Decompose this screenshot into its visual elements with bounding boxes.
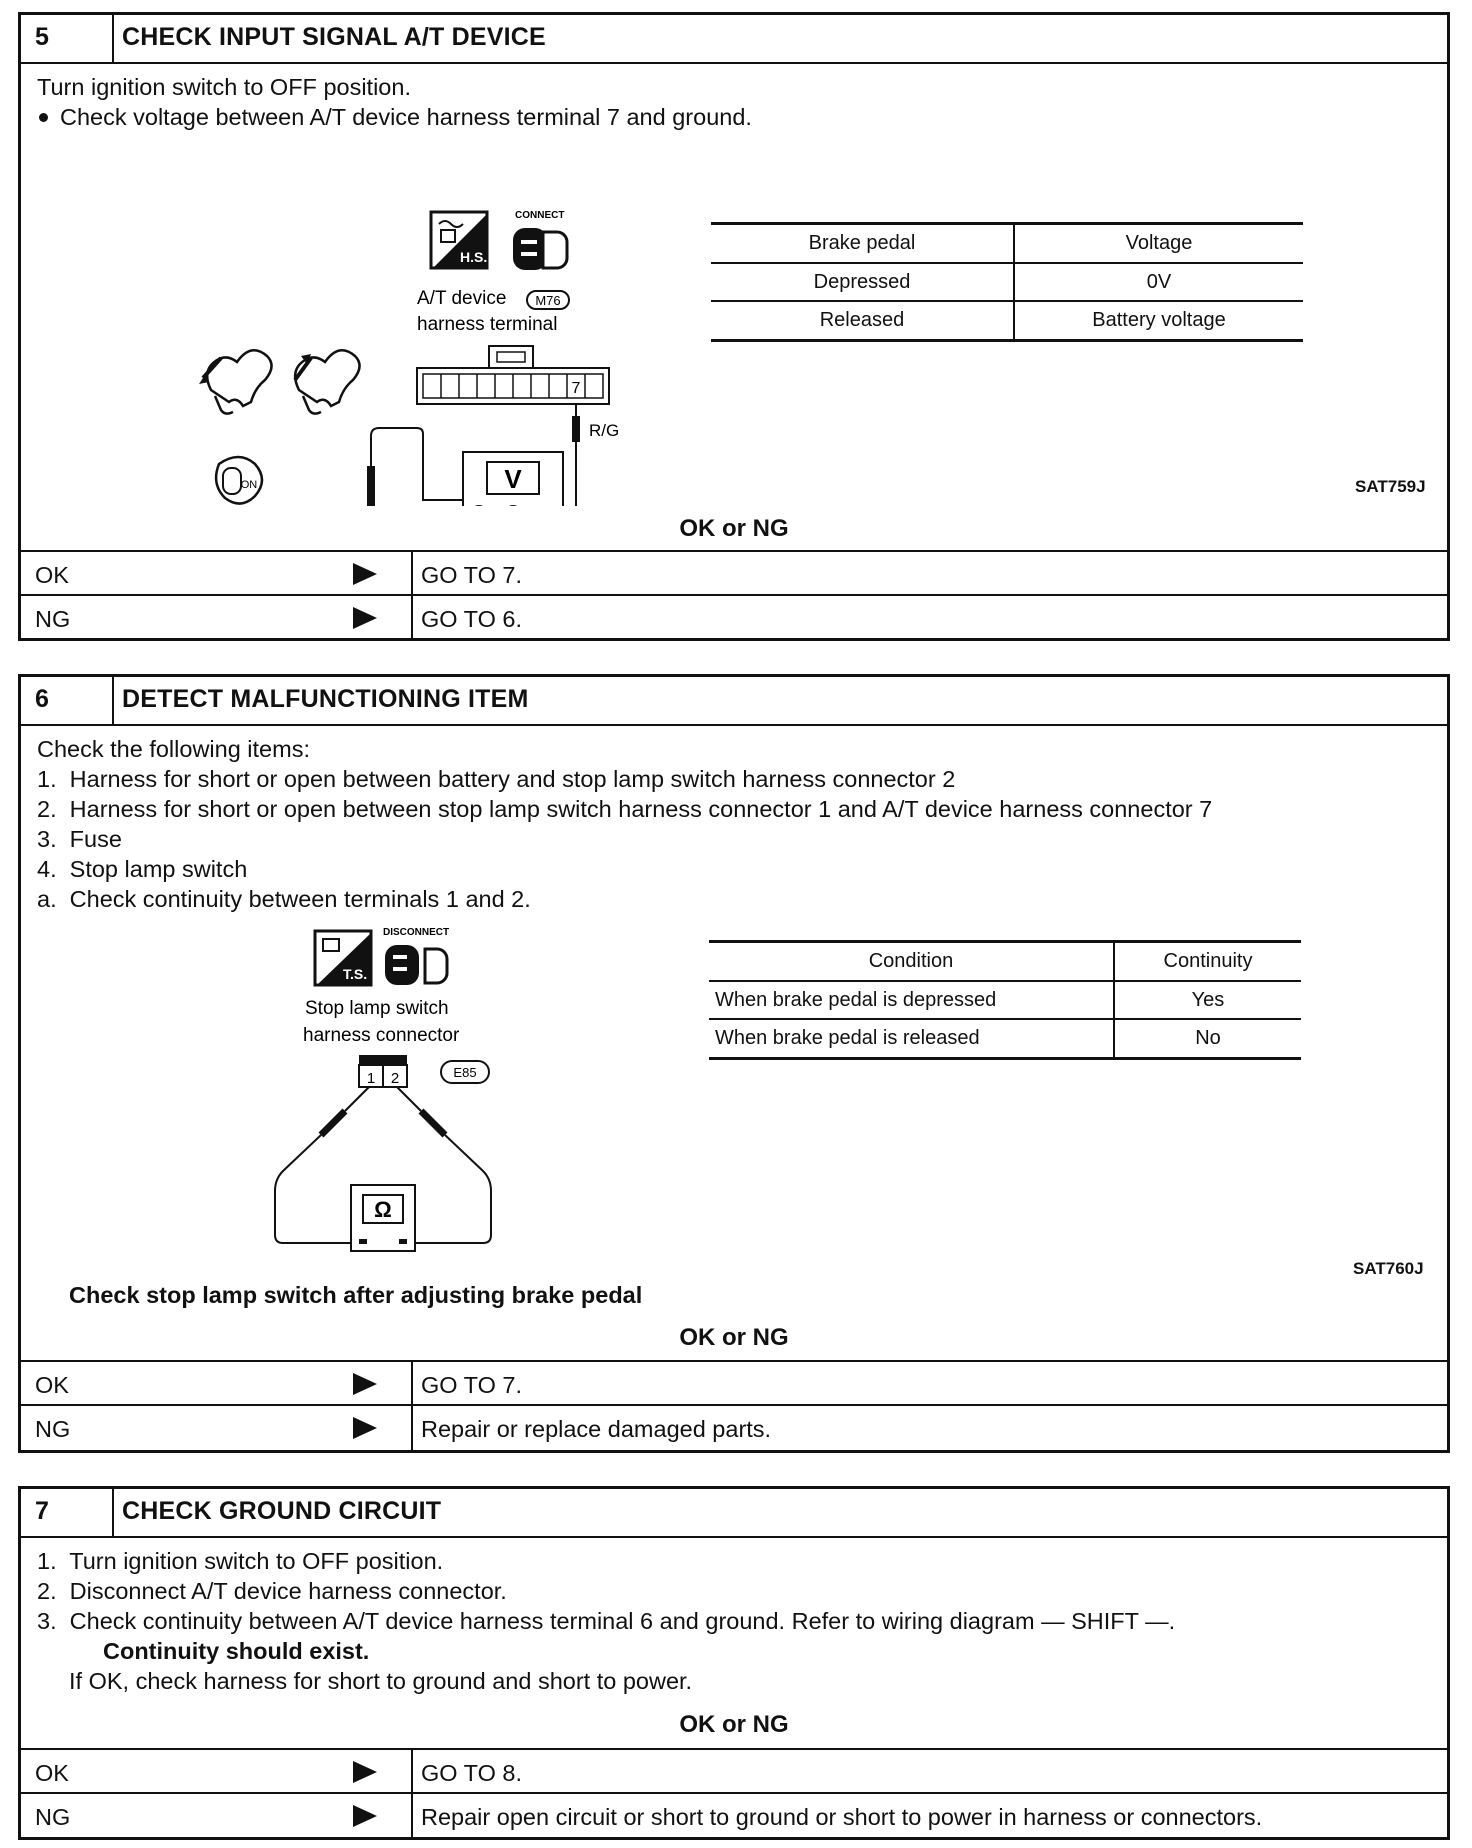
ts-label: T.S. [343,966,368,982]
list-item: 4. Stop lamp switch [37,856,248,882]
table-header-cell: Brake pedal [808,232,916,254]
step-body [21,1538,1447,1839]
table-header-row [709,942,1301,981]
instruction-line: Check the following items: [37,736,310,762]
stop-lamp-switch-connector [359,1055,407,1087]
step-body [21,64,1447,640]
result-divider [411,1794,413,1838]
instruction-line: If OK, check harness for short to ground and short to power. [69,1668,693,1694]
bullet-item [37,102,752,133]
bullet-text: Check voltage between A/T device harness terminal 7 and ground. [60,104,752,130]
step-title: CHECK INPUT SIGNAL A/T DEVICE [122,23,546,51]
step-7-box [18,1486,1450,1840]
step-number: 7 [21,1489,114,1536]
table-header-cell: Continuity [1114,942,1301,981]
result-row-ng [21,594,1447,640]
table-row [711,301,1303,340]
result-action: GO TO 6. [421,606,522,632]
result-action: GO TO 7. [421,562,522,588]
connector-label-line1: A/T device [417,288,507,309]
result-code: OK [35,1372,69,1398]
result-action: Repair open circuit or short to ground or short to power in harness or connectors. [421,1804,1263,1830]
ok-or-ng-label: OK or NG [679,1711,789,1738]
connector-label-line2: harness terminal [417,314,558,335]
step-6-box [18,674,1450,1453]
terminal-2: 2 [390,1070,400,1087]
result-code: OK [35,1760,69,1786]
list-item: 3. Fuse [37,826,122,852]
arrow-right-icon [353,563,377,585]
step-number: 6 [21,677,114,724]
result-divider [411,1362,413,1406]
result-code: OK [35,562,69,588]
table-cell: Yes [1114,981,1301,1020]
step-header [21,677,1447,726]
connector-label-line2: harness connector [303,1025,460,1046]
ohmmeter [351,1185,415,1251]
ts-icon [315,931,371,985]
step-number: 5 [21,15,114,62]
table-cell: Released [819,309,905,331]
table-cell: 0V [1014,263,1303,302]
wire-color: R/G [589,421,620,440]
connector-code: M76 [535,293,561,308]
arrow-right-icon [353,1805,377,1827]
disconnect-icon [383,927,449,985]
terminal-1: 1 [366,1070,376,1087]
continuity-check-diagram [221,921,521,1281]
table-cell: Battery voltage [1014,301,1303,340]
result-code: NG [35,1416,71,1442]
voltage-check-diagram [171,146,631,506]
ignition-on-icon [216,457,262,504]
meter-label: V [504,464,522,494]
result-divider [411,1406,413,1450]
voltage-spec-table [711,222,1303,342]
ok-or-ng-label: OK or NG [679,515,789,542]
arrow-right-icon [353,1761,377,1783]
table-header-cell: Condition [868,950,954,972]
ignition-on-label: ON [240,479,258,491]
probe-right [421,1111,445,1135]
hs-label: H.S. [460,249,488,265]
bullet-dot [39,113,48,122]
note-text: Check stop lamp switch after adjusting brake pedal [69,1282,643,1308]
probe-ground [367,466,375,506]
list-item: a. Check continuity between terminals 1 and 2. [37,886,531,912]
result-divider [411,596,413,640]
ok-or-ng-label: OK or NG [679,1324,789,1351]
arrow-right-icon [353,1373,377,1395]
brake-pedal-released-icon [295,350,360,413]
list-item: 2. Disconnect A/T device harness connector. [37,1578,507,1604]
result-row-ok [21,1360,1447,1406]
terminal-number: 7 [571,380,581,397]
disconnect-label: DISCONNECT [383,927,450,938]
probe-positive [572,416,580,442]
result-row-ng [21,1404,1447,1450]
figure-id: SAT759J [1355,477,1426,496]
instruction-line: Turn ignition switch to OFF position. [37,74,411,100]
result-row-ok [21,1748,1447,1794]
step-5-box [18,12,1450,641]
table-cell: Depressed [813,270,911,293]
table-cell: No [1114,1019,1301,1058]
table-row [709,981,1301,1020]
table-row [711,263,1303,302]
spec-requirement: Continuity should exist. [103,1638,370,1664]
table-header-cell: Voltage [1014,224,1303,263]
step-title: CHECK GROUND CIRCUIT [122,1497,442,1525]
meter-label: Ω [374,1197,392,1222]
step-header [21,15,1447,64]
table-cell: When brake pedal is depressed [715,988,997,1011]
result-action: Repair or replace damaged parts. [421,1416,772,1442]
step-body [21,726,1447,1452]
result-row-ng [21,1792,1447,1838]
result-code: NG [35,1804,71,1830]
connect-label: CONNECT [515,210,565,221]
hs-icon [431,212,487,268]
brake-pedal-depressed-icon [199,350,272,413]
arrow-right-icon [353,607,377,629]
list-item: 2. Harness for short or open between stop lamp switch harness connector 1 and A/T device harness connector 7 [37,796,1213,822]
connect-icon [513,210,567,270]
step-title: DETECT MALFUNCTIONING ITEM [122,685,529,713]
arrow-right-icon [353,1417,377,1439]
continuity-spec-table [709,940,1301,1060]
list-item: 3. Check continuity between A/T device harness terminal 6 and ground. Refer to wiring diagram — SHIFT —. [37,1608,1176,1634]
connector-code: E85 [453,1065,477,1080]
connector-label-line1: Stop lamp switch [305,998,449,1019]
list-item: 1. Harness for short or open between battery and stop lamp switch harness connector 2 [37,766,956,792]
result-divider [411,552,413,596]
result-action: GO TO 8. [421,1760,522,1786]
result-divider [411,1750,413,1794]
table-header-row [711,224,1303,263]
list-item: 1. Turn ignition switch to OFF position. [37,1548,444,1574]
voltmeter [463,452,563,506]
result-action: GO TO 7. [421,1372,522,1398]
probe-left [321,1111,345,1135]
result-code: NG [35,606,71,632]
figure-id: SAT760J [1353,1259,1424,1278]
at-device-connector [417,346,609,404]
step-header [21,1489,1447,1538]
result-row-ok [21,550,1447,596]
table-row [709,1019,1301,1058]
table-cell: When brake pedal is released [715,1027,980,1049]
